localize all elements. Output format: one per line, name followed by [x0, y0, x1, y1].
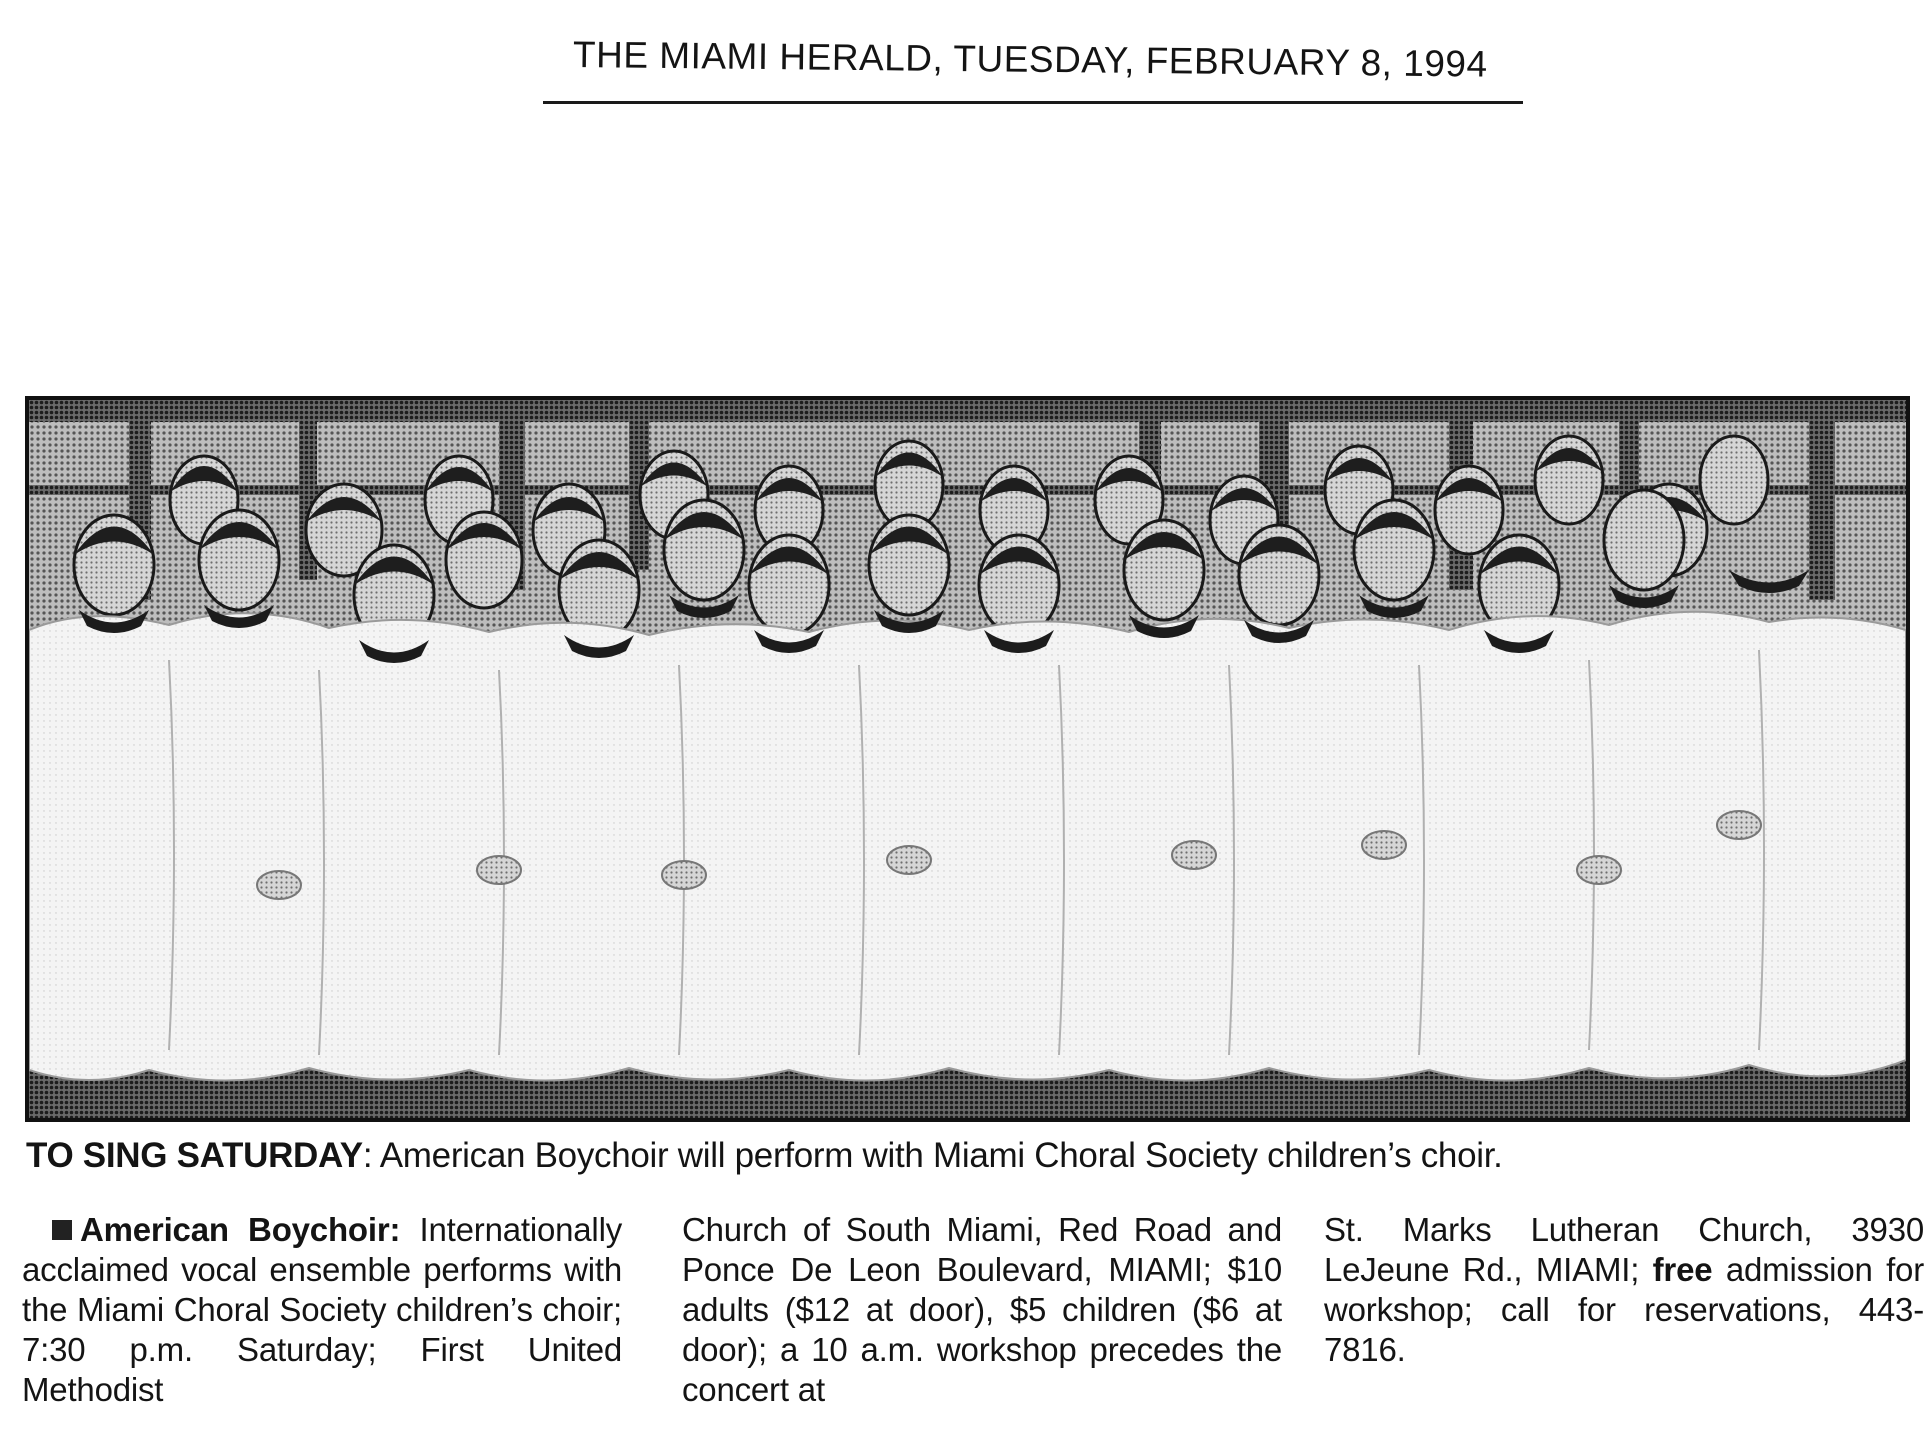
dateline-text: THE MIAMI HERALD, TUESDAY, FEBRUARY 8, 1994 [572, 34, 1488, 85]
article-column-1-text: Internationally acclaimed vocal ensemble performs with the Miami Choral Society children’s choir; 7:30 p.m. Saturday; First United Methodist [22, 1211, 622, 1408]
caption-lead: TO SING SATURDAY [26, 1136, 363, 1175]
article-free-label: free [1652, 1251, 1713, 1288]
caption-separator: : [362, 1136, 373, 1175]
article-column-1 [22, 1210, 622, 1410]
article-column-3-text-b: admission for workshop; call for reservations, 443-7816. [1324, 1251, 1924, 1368]
article-column-3 [1324, 1210, 1924, 1370]
article-column-2 [682, 1210, 1282, 1410]
photo-caption [26, 1136, 1906, 1176]
article-column-3-text-a: St. Marks Lutheran Church, 3930 LeJeune Rd., MIAMI; [1324, 1211, 1924, 1288]
article-column-2-text: Church of South Miami, Red Road and Ponce De Leon Boulevard, MIAMI; $10 adults ($12 at door), $5 children ($6 at door); a 10 a.m. workshop precedes the concert at [682, 1211, 1282, 1408]
article-lead: American Boychoir: [80, 1211, 401, 1248]
article-body [22, 1210, 1922, 1430]
square-bullet-icon [52, 1220, 72, 1240]
choir-photo-illustration [29, 400, 1906, 1118]
caption-text: American Boychoir will perform with Miami Choral Society children’s choir. [372, 1136, 1503, 1175]
dateline [543, 30, 1523, 104]
choir-photo [25, 396, 1910, 1122]
